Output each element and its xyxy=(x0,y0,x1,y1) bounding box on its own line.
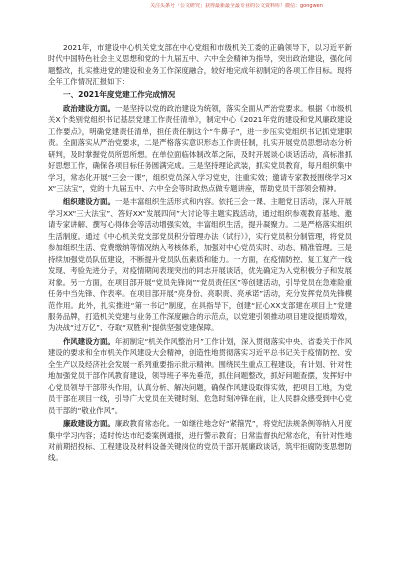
paragraph-lead: 作风建设方面。 xyxy=(63,336,115,346)
paragraph-style xyxy=(48,336,352,416)
paragraph-body: 一是丰富组织生活形式和内容。依托三会一课、主题党日活动，深入开展学习XX“三大法宝”、答好XX“发展四问”大讨论等主题实践活动，通过组织参观教育基地、邀请专家讲解、撰写心得体会等活动增强实效，丰富组织生活，提升凝聚力。二是严格落实组织生活制度。通过《中心机关党支部党员积分管理办法（试行）》，实行党员积分制管理，将党员参加组织生活、党费缴纳等情况纳入考核体系，加强对中心党员实时、动态、精准管理。三是持续加强党员队伍建设，不断提升党员队伍素质和能力。一方面，在疫情防控、复工复产一线发现、考验先进分子，对疫情期间表现突出的同志开展谈话，优先确定为入党积极分子和发展对象。另一方面，在项目部开展“党员先锋岗”“党员责任区”等创建活动，引导党员在急难险重任务中当先锋、作表率。在项目部开展“亮身份、亮职责、亮承诺”活动，充分发挥党员先锋模范作用。此外，扎实推进“第一书记”制度，在具指导下，创建“匠心XX支部建在项目上”党建服务品牌，打造机关党建与业务工作深度融合的示范点，以党建引领推动项目建设提质增效，为决战“过万亿”、夺取“双胜利”提供坚强党建保障。 xyxy=(48,197,352,333)
document-body xyxy=(48,42,352,464)
paragraph-organization xyxy=(48,196,352,333)
paragraph-body: 年初制定“机关作风整治月”工作计划，深入贯彻落实中央、省委关于作风建设的要求和全市机关作风建设大会精神，创造性地贯彻落实习近平总书记关于疫情防控、安全生产以及经济社会发展一系列重要指示批示精神。围绕民生重点工程建设，有计划、针对性地加强党员干部作风教育建设，领导班子率先垂范，抓住问题整改，抓好问题查摆，发挥好中心党员领导干部带头作用，认真分析、解决问题，确保作风建设取得实效，把项目工地，为党员干部在项目一线，引导广大党员在关键时刻、危急时刻冲锋在前，让人民群众感受到中心党员干部的“敬业作风”。 xyxy=(48,336,352,415)
paragraph-lead: 政治建设方面。 xyxy=(63,103,115,113)
header-banner: 关注头条号「公文研究」获得最新最全最专业的公文资料库！微信：gongwen xyxy=(150,3,323,9)
paragraph-body: 一是坚持以党的政治建设为统领，落实全面从严治党要求。根据《市级机关X个类别党组织书记基层党建工作责任清单》，制定中心《2021年党的建设和党风廉政建设工作要点》，明确党建责任清单，担任责任制这个“牛鼻子”，进一步压实党组织书记抓党建职责。全面落实从严治党要求，二是严格落实意识形态工作责任制，扎实开展党员思想动态分析研判，及时掌握党员所思所想。在单位面临体制改革之际，及时开展谈心谈话活动，高标准抓好思想工作，确保各项目标任务圆满完成。三是坚持理论武装，抓实党员教育，每月组织集中学习，常态化开展“三会一课”，组织党员深入学习党史，注重实效；邀请专家教授围绕学习XX“三法宝”，党的十九届五中、六中全会等时政热点做专题讲座，帮助党员干部领会精神。 xyxy=(48,103,352,193)
paragraph-political xyxy=(48,103,352,195)
paragraph-lead: 廉政建设方面。 xyxy=(63,419,115,429)
paragraph-lead: 组织建设方面。 xyxy=(63,197,115,207)
paragraph-integrity xyxy=(48,418,352,464)
paragraph-body: 廉政教育常态化。一如继往地念好“紧箍咒”，将党纪法规条例等纳入月度集中学习内容；适时传达市纪委案例通报，进行警示教育；日常监督执纪常态化，有针对性地对前期招投标、工程建设及材料设备关键岗位的党员干部开展廉政谈话，筑牢拒腐防变思想防线。 xyxy=(48,419,352,463)
section-heading: 一、2021年度党建工作完成情况 xyxy=(63,89,176,99)
intro-paragraph: 2021年，市建设中心机关党支部在中心党组和市级机关工委的正确领导下，以习近平新时代中国特色社会主义思想和党的十九届五中、六中全会精神为指导，突出政治建设，强化问题整改，扎实推进党的建设和业务工作深度融合，较好地完成年初制定的各项工作目标。现将全年工作情况汇报如下： xyxy=(48,43,352,87)
